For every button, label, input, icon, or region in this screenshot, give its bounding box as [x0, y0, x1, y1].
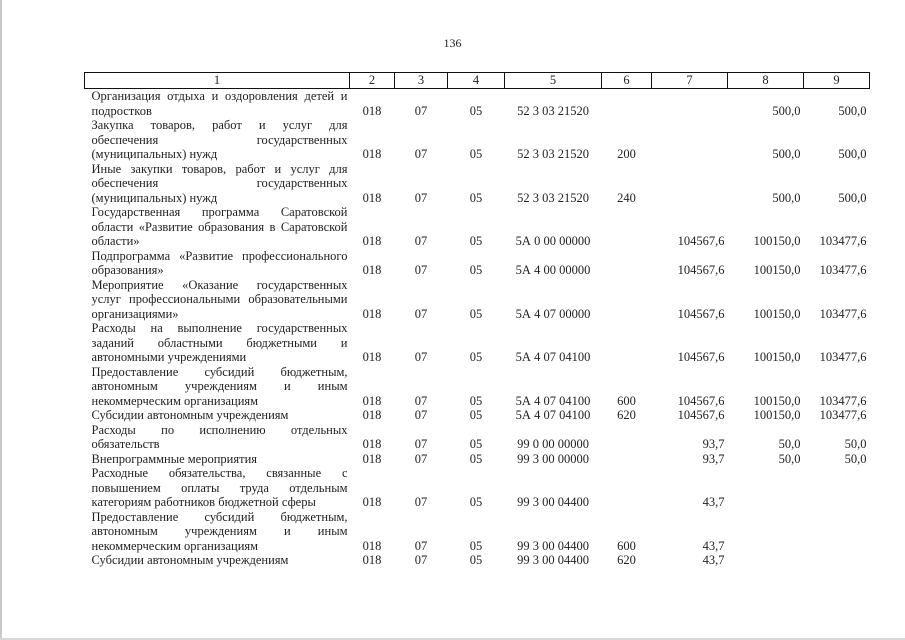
header-col-1: 1 — [85, 73, 350, 89]
row-name: Мероприятие «Оказание государственных услуг профессиональными образовательными организациями» — [91, 277, 348, 321]
row-code-target: 52 3 03 21520 — [517, 147, 589, 161]
row-value-col9: 103477,6 — [819, 350, 867, 364]
row-code-subsection: 05 — [469, 190, 483, 205]
row-code-expense-type — [602, 452, 652, 467]
row-name: Внепрограммные мероприятия — [91, 451, 258, 466]
row-code-admin: 018 — [362, 495, 382, 509]
row-code-target: 5А 4 07 04100 — [515, 350, 591, 364]
table-row — [85, 118, 870, 162]
row-value-col7: 43,7 — [702, 538, 725, 553]
table-row — [85, 365, 870, 409]
row-value-col7: 104567,6 — [677, 350, 725, 364]
row-name: Расходные обязательства, связанные с повышением оплаты труда отдельным категориям работников бюджетной сферы — [91, 466, 348, 509]
row-value-col7: 43,7 — [702, 495, 725, 509]
row-value-col9: 50,0 — [844, 451, 867, 466]
row-name: Иные закупки товаров, работ и услуг для обеспечения государственных (муниципальных) нужд — [91, 161, 348, 205]
row-code-subsection: 05 — [469, 147, 483, 161]
row-code-admin: 018 — [362, 350, 382, 364]
table-row — [85, 89, 870, 119]
row-code-subsection: 05 — [469, 495, 483, 509]
row-code-subsection: 05 — [469, 350, 483, 364]
header-col-8: 8 — [728, 73, 804, 89]
row-value-col9: 103477,6 — [819, 393, 867, 408]
row-value-col8: 100150,0 — [753, 306, 801, 321]
header-col-6: 6 — [602, 73, 652, 89]
row-name: Закупка товаров, работ и услуг для обеспечения государственных (муниципальных) нужд — [91, 118, 348, 161]
row-value-col8 — [728, 553, 804, 568]
table-row — [85, 510, 870, 554]
row-code-target: 99 3 00 04400 — [517, 553, 589, 567]
row-value-col9: 103477,6 — [819, 234, 867, 248]
row-code-admin: 018 — [362, 103, 382, 118]
row-value-col9 — [804, 466, 870, 510]
row-code-target: 5А 4 07 00000 — [515, 306, 591, 321]
row-code-section: 07 — [414, 553, 428, 567]
row-value-col7: 104567,6 — [677, 393, 725, 408]
budget-table — [84, 72, 870, 568]
row-value-col7: 104567,6 — [677, 306, 725, 321]
row-code-subsection: 05 — [469, 451, 483, 466]
row-code-section: 07 — [414, 408, 428, 422]
row-name: Расходы по исполнению отдельных обязательств — [91, 422, 348, 451]
row-code-admin: 018 — [362, 306, 382, 321]
table-row — [85, 321, 870, 365]
table-row — [85, 278, 870, 322]
row-code-section: 07 — [414, 234, 428, 248]
row-code-section: 07 — [414, 103, 428, 118]
row-code-expense-type — [602, 89, 652, 119]
row-code-subsection: 05 — [469, 538, 483, 553]
row-code-admin: 018 — [362, 538, 382, 553]
row-code-admin: 018 — [362, 451, 382, 466]
row-name: Государственная программа Саратовской области «Развитие образования в Саратовской области» — [91, 205, 348, 248]
row-code-expense-type — [602, 321, 652, 365]
row-code-target: 5А 4 07 04100 — [515, 393, 591, 408]
row-code-section: 07 — [414, 350, 428, 364]
header-col-9: 9 — [804, 73, 870, 89]
row-code-admin: 018 — [362, 263, 382, 277]
row-value-col8: 100150,0 — [753, 350, 801, 364]
table-row — [85, 205, 870, 249]
row-value-col8: 100150,0 — [753, 393, 801, 408]
row-code-target: 5А 0 00 00000 — [515, 234, 591, 248]
row-value-col9: 500,0 — [838, 103, 867, 118]
row-value-col9: 103477,6 — [819, 408, 867, 422]
row-value-col7: 104567,6 — [677, 234, 725, 248]
row-value-col7 — [652, 118, 728, 162]
row-code-subsection: 05 — [469, 103, 483, 118]
row-value-col7: 93,7 — [702, 437, 725, 451]
row-value-col7 — [652, 162, 728, 206]
scan-edge — [0, 0, 2, 640]
row-code-target: 99 3 00 00000 — [517, 451, 589, 466]
row-value-col7: 93,7 — [702, 451, 725, 466]
header-col-2: 2 — [350, 73, 395, 89]
row-code-admin: 018 — [362, 553, 382, 567]
row-value-col9: 103477,6 — [819, 263, 867, 277]
row-value-col9: 50,0 — [844, 437, 867, 451]
row-name: Предоставление субсидий бюджетным, автономным учреждениям и иным некоммерческим организациям — [91, 364, 348, 408]
row-code-target: 99 3 00 04400 — [517, 495, 589, 509]
row-code-expense-type — [602, 278, 652, 322]
row-value-col9 — [804, 510, 870, 554]
row-value-col9: 103477,6 — [819, 306, 867, 321]
table-row — [85, 408, 870, 423]
row-name: Субсидии автономным учреждениям — [91, 553, 289, 567]
row-code-target: 5А 4 00 00000 — [515, 263, 591, 277]
row-name: Подпрограмма «Развитие профессионального образования» — [91, 248, 348, 277]
row-value-col8 — [728, 510, 804, 554]
row-value-col8: 500,0 — [772, 147, 801, 161]
row-code-expense-type: 620 — [617, 553, 636, 567]
table-row — [85, 423, 870, 452]
row-code-section: 07 — [414, 495, 428, 509]
row-value-col8: 500,0 — [772, 190, 801, 205]
row-value-col9 — [804, 553, 870, 568]
row-value-col8 — [728, 466, 804, 510]
row-code-target: 99 3 00 04400 — [517, 538, 589, 553]
row-value-col8: 100150,0 — [753, 234, 801, 248]
row-code-expense-type: 620 — [617, 408, 636, 422]
row-value-col8: 100150,0 — [753, 263, 801, 277]
table-row — [85, 162, 870, 206]
header-row — [85, 73, 870, 89]
row-code-section: 07 — [414, 393, 428, 408]
row-code-section: 07 — [414, 538, 428, 553]
row-name: Расходы на выполнение государственных заданий областными бюджетными и автономными учреждениями — [91, 321, 348, 364]
row-code-section: 07 — [414, 190, 428, 205]
row-value-col8: 100150,0 — [753, 408, 801, 422]
row-code-section: 07 — [414, 437, 428, 451]
row-code-subsection: 05 — [469, 263, 483, 277]
row-value-col8: 50,0 — [778, 451, 801, 466]
row-code-subsection: 05 — [469, 408, 483, 422]
row-code-expense-type — [602, 423, 652, 452]
row-code-subsection: 05 — [469, 437, 483, 451]
row-code-section: 07 — [414, 263, 428, 277]
header-col-4: 4 — [448, 73, 505, 89]
row-code-section: 07 — [414, 451, 428, 466]
row-code-section: 07 — [414, 147, 428, 161]
row-code-target: 99 0 00 00000 — [517, 437, 589, 451]
row-code-admin: 018 — [362, 190, 382, 205]
row-name: Организация отдыха и оздоровления детей и подростков — [91, 89, 348, 118]
row-code-target: 52 3 03 21520 — [517, 103, 589, 118]
row-code-expense-type — [602, 249, 652, 278]
row-code-expense-type: 200 — [617, 147, 636, 161]
row-code-admin: 018 — [362, 408, 382, 422]
row-value-col8: 50,0 — [778, 437, 801, 451]
row-code-expense-type: 600 — [617, 538, 636, 553]
table-row — [85, 553, 870, 568]
row-code-admin: 018 — [362, 234, 382, 248]
row-code-expense-type — [602, 205, 652, 249]
row-code-target: 5А 4 07 04100 — [515, 408, 591, 422]
row-name: Предоставление субсидий бюджетным, автономным учреждениям и иным некоммерческим организациям — [91, 509, 348, 553]
row-code-expense-type: 240 — [617, 190, 636, 205]
row-code-expense-type: 600 — [617, 393, 636, 408]
row-value-col9: 500,0 — [838, 147, 867, 161]
row-value-col9: 500,0 — [838, 190, 867, 205]
row-code-expense-type — [602, 466, 652, 510]
page-number: 136 — [443, 36, 462, 50]
row-code-subsection: 05 — [469, 393, 483, 408]
header-col-3: 3 — [395, 73, 448, 89]
row-code-subsection: 05 — [469, 234, 483, 248]
row-code-target: 52 3 03 21520 — [517, 190, 589, 205]
header-col-5: 5 — [505, 73, 602, 89]
row-value-col7: 104567,6 — [677, 408, 725, 422]
row-code-subsection: 05 — [469, 306, 483, 321]
row-code-subsection: 05 — [469, 553, 483, 567]
row-value-col8: 500,0 — [772, 103, 801, 118]
row-name: Субсидии автономным учреждениям — [91, 408, 289, 422]
header-col-7: 7 — [652, 73, 728, 89]
table-row — [85, 452, 870, 467]
row-code-admin: 018 — [362, 147, 382, 161]
row-value-col7: 104567,6 — [677, 263, 725, 277]
table-row — [85, 466, 870, 510]
row-value-col7 — [652, 89, 728, 119]
row-code-admin: 018 — [362, 437, 382, 451]
row-code-section: 07 — [414, 306, 428, 321]
row-code-admin: 018 — [362, 393, 382, 408]
table-row — [85, 249, 870, 278]
row-value-col7: 43,7 — [702, 553, 725, 567]
